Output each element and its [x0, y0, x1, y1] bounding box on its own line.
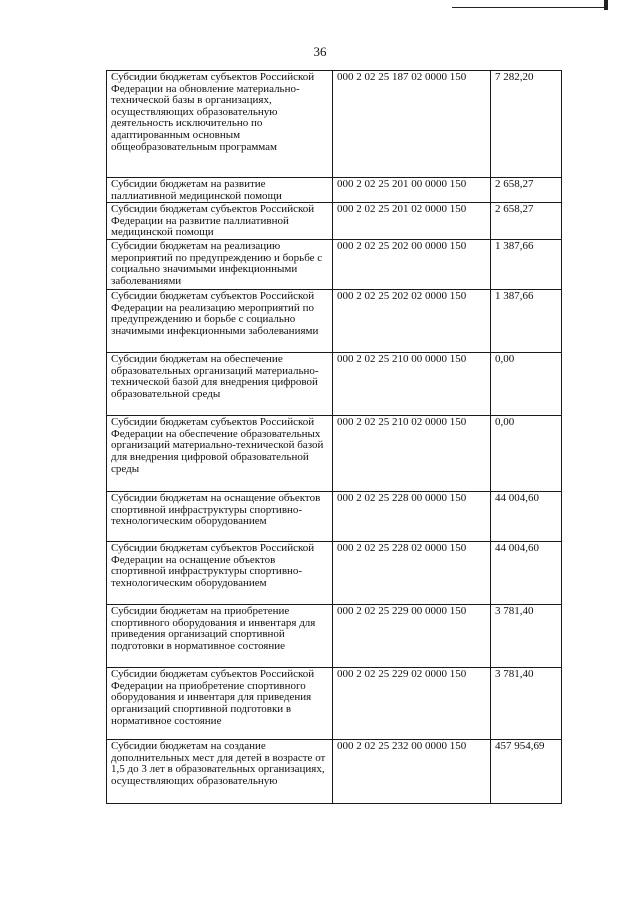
table-row	[107, 203, 562, 240]
row-code-cell: 000 2 02 25 229 00 0000 150	[333, 605, 491, 668]
table-row	[107, 290, 562, 353]
table-row	[107, 178, 562, 203]
row-code-cell: 000 2 02 25 228 00 0000 150	[333, 492, 491, 542]
table-row	[107, 605, 562, 668]
page-number: 36	[313, 44, 327, 59]
row-amount-cell: 44 004,60	[491, 492, 562, 542]
table-row	[107, 542, 562, 605]
row-code-cell: 000 2 02 25 202 00 0000 150	[333, 240, 491, 290]
budget-table-body	[107, 71, 562, 804]
row-name-cell: Субсидии бюджетам на обеспечение образовательных организаций материально-технической базой для внедрения цифровой образовательной среды	[107, 353, 333, 416]
row-amount-cell: 2 658,27	[491, 178, 562, 203]
table-row	[107, 740, 562, 804]
row-name-cell: Субсидии бюджетам на реализацию мероприятий по предупреждению и борьбе с социально значимыми инфекционными заболеваниями	[107, 240, 333, 290]
row-name-cell: Субсидии бюджетам субъектов Российской Федерации на обновление материально-технической базы в организациях, осуществляющих образовательную деятельность исключительно по адаптированным основным общеобразовательным программам	[107, 71, 333, 178]
row-code-cell: 000 2 02 25 187 02 0000 150	[333, 71, 491, 178]
row-amount-cell: 3 781,40	[491, 668, 562, 740]
budget-table	[106, 70, 562, 804]
table-row	[107, 240, 562, 290]
table-row	[107, 492, 562, 542]
row-amount-cell: 44 004,60	[491, 542, 562, 605]
row-name-cell: Субсидии бюджетам на оснащение объектов спортивной инфраструктуры спортивно-технологическим оборудованием	[107, 492, 333, 542]
row-code-cell: 000 2 02 25 201 02 0000 150	[333, 203, 491, 240]
row-code-cell: 000 2 02 25 201 00 0000 150	[333, 178, 491, 203]
table-row	[107, 71, 562, 178]
row-code-cell: 000 2 02 25 210 02 0000 150	[333, 416, 491, 492]
row-name-cell: Субсидии бюджетам на приобретение спортивного оборудования и инвентаря для приведения организаций спортивной подготовки в нормативное состояние	[107, 605, 333, 668]
row-code-cell: 000 2 02 25 228 02 0000 150	[333, 542, 491, 605]
row-code-cell: 000 2 02 25 202 02 0000 150	[333, 290, 491, 353]
row-amount-cell: 2 658,27	[491, 203, 562, 240]
row-name-cell: Субсидии бюджетам на развитие паллиативной медицинской помощи	[107, 178, 333, 203]
top-mark	[604, 0, 608, 10]
table-row	[107, 416, 562, 492]
row-code-cell: 000 2 02 25 232 00 0000 150	[333, 740, 491, 804]
row-amount-cell: 0,00	[491, 353, 562, 416]
row-amount-cell: 3 781,40	[491, 605, 562, 668]
row-code-cell: 000 2 02 25 210 00 0000 150	[333, 353, 491, 416]
row-name-cell: Субсидии бюджетам субъектов Российской Федерации на приобретение спортивного оборудования и инвентаря для приведения организаций спортивной подготовки в нормативное состояние	[107, 668, 333, 740]
row-name-cell: Субсидии бюджетам субъектов Российской Федерации на развитие паллиативной медицинской помощи	[107, 203, 333, 240]
row-name-cell: Субсидии бюджетам субъектов Российской Федерации на оснащение объектов спортивной инфраструктуры спортивно-технологическим оборудованием	[107, 542, 333, 605]
row-amount-cell: 7 282,20	[491, 71, 562, 178]
row-code-cell: 000 2 02 25 229 02 0000 150	[333, 668, 491, 740]
row-amount-cell: 457 954,69	[491, 740, 562, 804]
top-rule	[452, 7, 604, 8]
row-amount-cell: 1 387,66	[491, 240, 562, 290]
table-row	[107, 353, 562, 416]
row-name-cell: Субсидии бюджетам субъектов Российской Федерации на реализацию мероприятий по предупреждению и борьбе с социально значимыми инфекционными заболеваниями	[107, 290, 333, 353]
row-name-cell: Субсидии бюджетам на создание дополнительных мест для детей в возрасте от 1,5 до 3 лет в образовательных организациях, осуществляющих образовательную	[107, 740, 333, 804]
table-row	[107, 668, 562, 740]
row-name-cell: Субсидии бюджетам субъектов Российской Федерации на обеспечение образовательных организаций материально-технической базой для внедрения цифровой образовательной среды	[107, 416, 333, 492]
row-amount-cell: 0,00	[491, 416, 562, 492]
row-amount-cell: 1 387,66	[491, 290, 562, 353]
